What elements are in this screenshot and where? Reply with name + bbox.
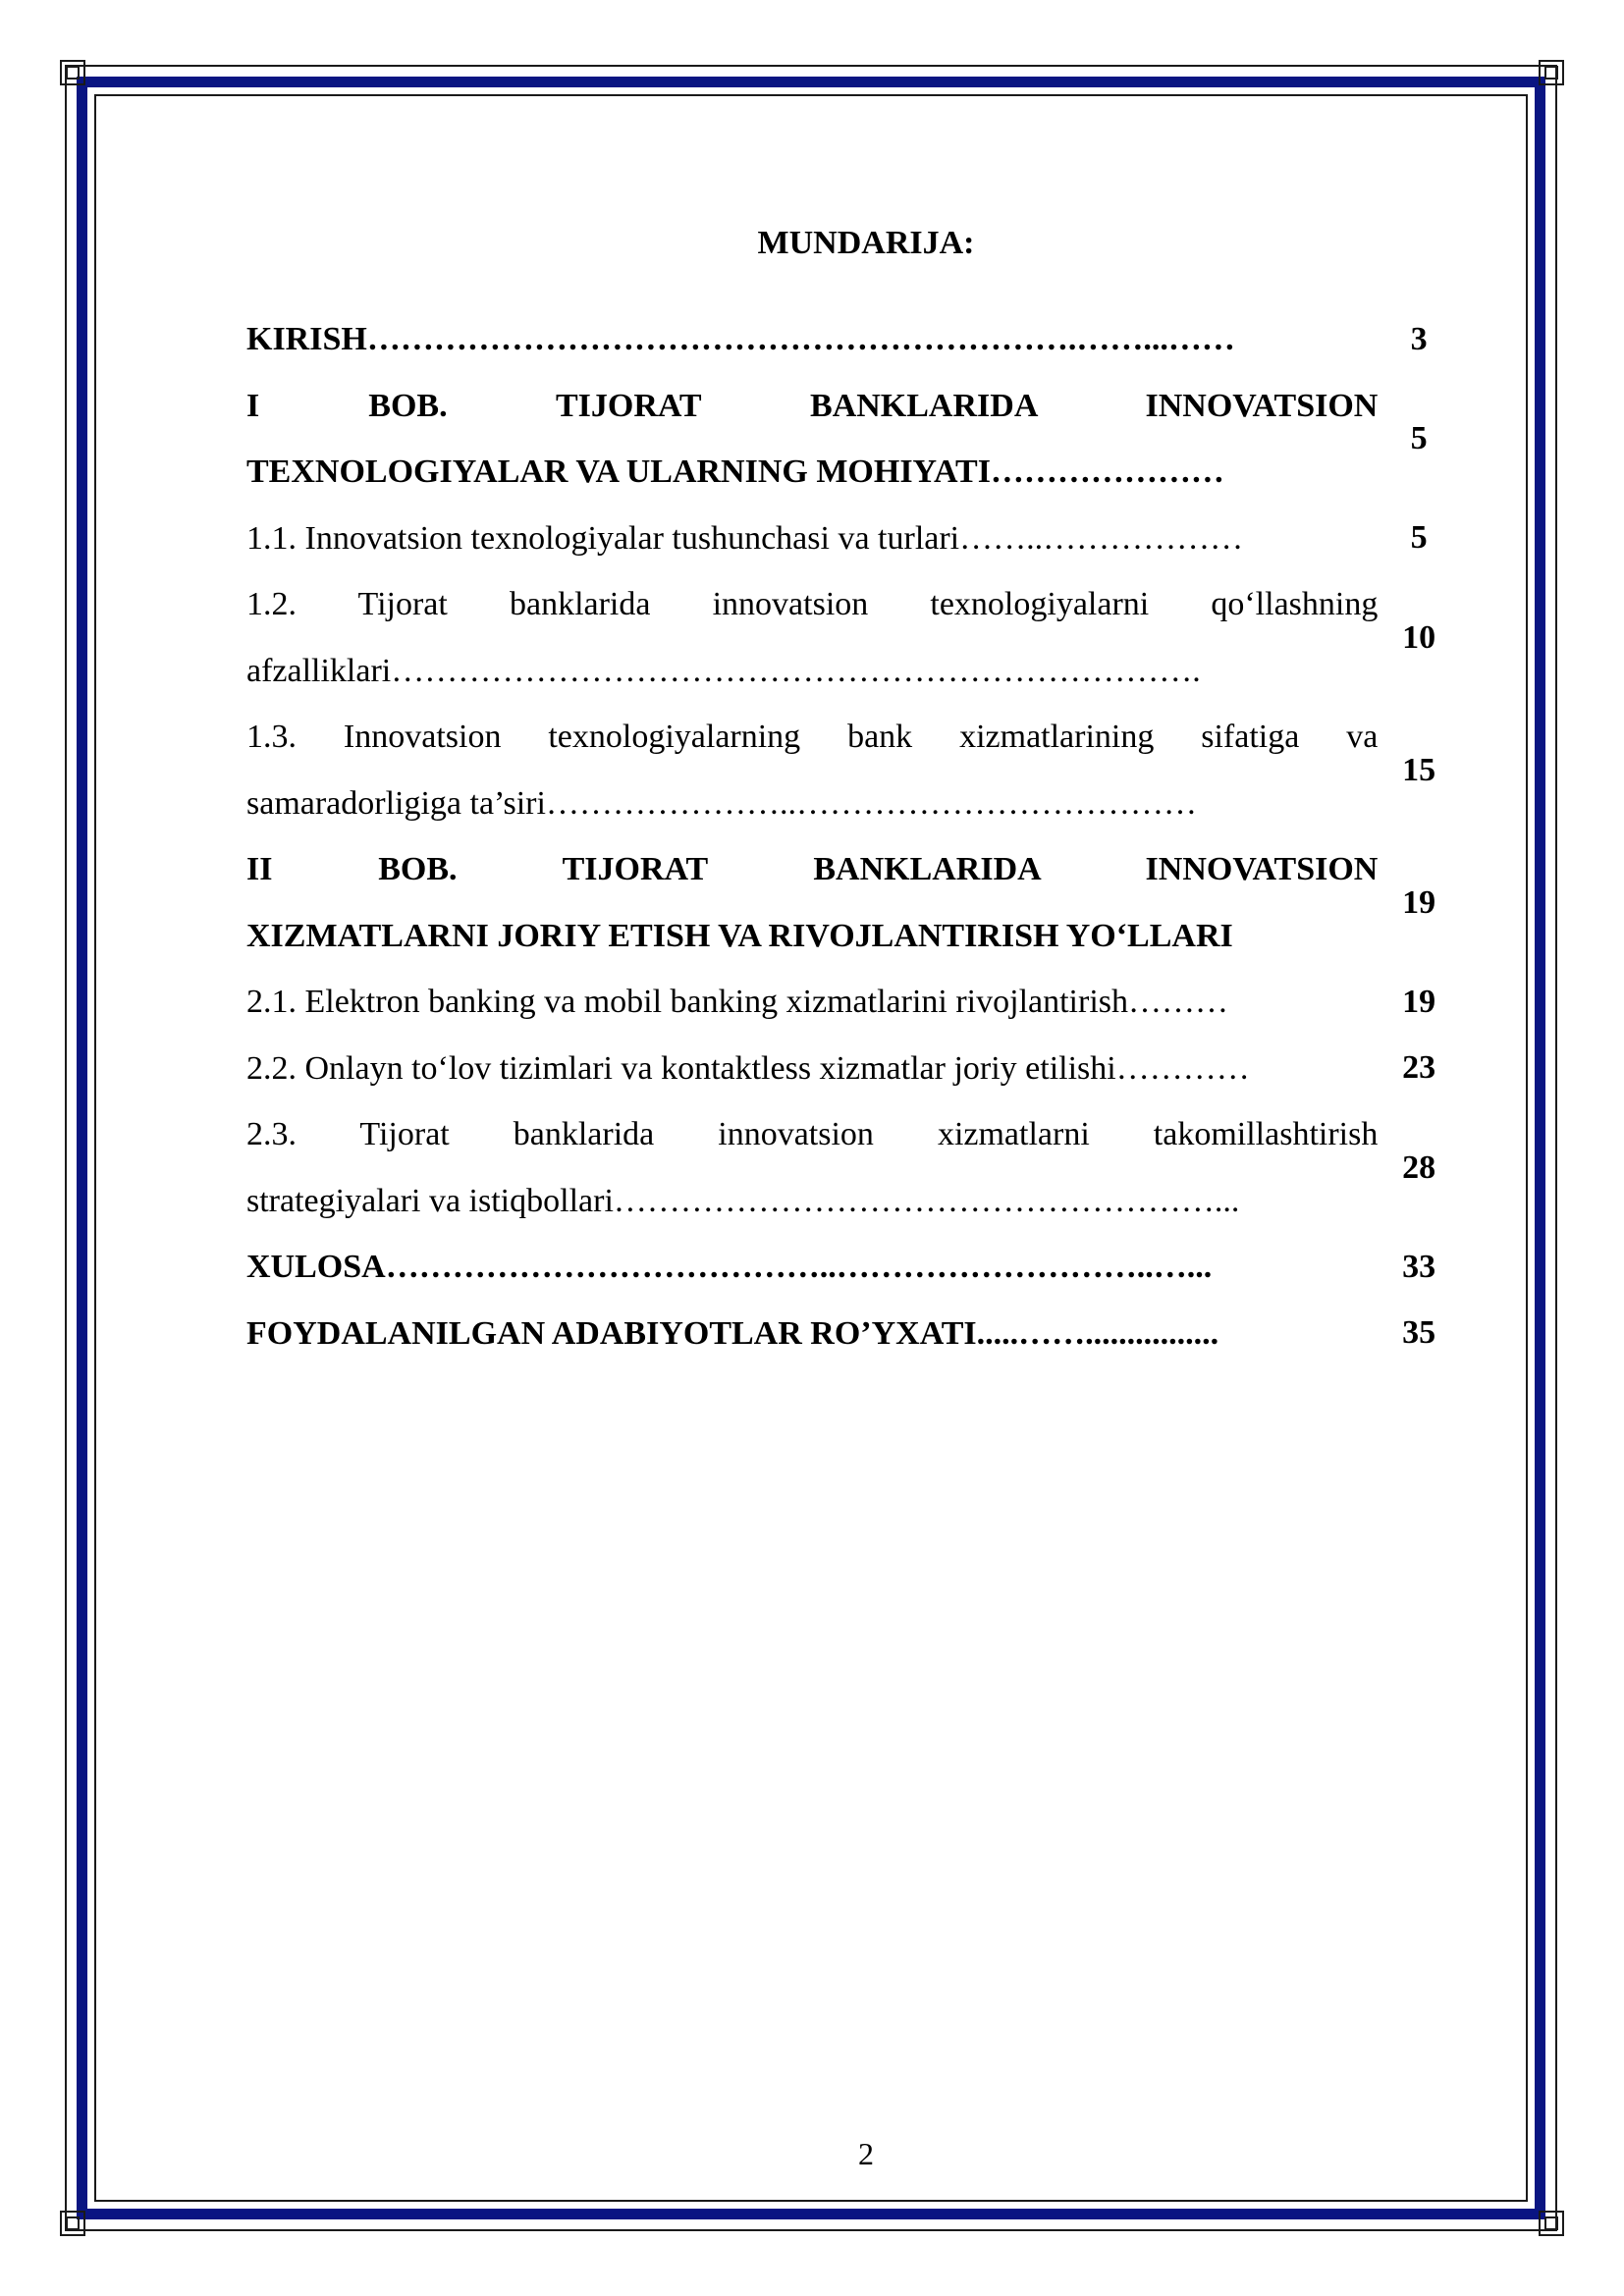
frame-corner-ornament-icon: [59, 59, 86, 86]
toc-entry[interactable]: [246, 1036, 1454, 1102]
toc-entry-line: 2.2. Onlayn to‘lov tizimlari va kontaktless xizmatlar joriy etilishi…………: [246, 1049, 1250, 1087]
toc-entry-line: 1.2. Tijorat banklarida innovatsion texnologiyalarni qo‘llashning: [246, 586, 1379, 622]
toc-entry-line: 2.1. Elektron banking va mobil banking xizmatlarini rivojlantirish………: [246, 984, 1228, 1020]
toc-entry-line: 2.3. Tijorat banklarida innovatsion xizmatlarni takomillashtirish: [246, 1116, 1379, 1152]
toc-entry-page-number: 5: [1410, 519, 1428, 557]
toc-entry-title: [246, 704, 1378, 836]
toc-entry-title: [246, 1101, 1378, 1234]
frame-corner-ornament-icon: [59, 2210, 86, 2237]
toc-entry-page-number: 15: [1402, 751, 1436, 788]
toc-entry-page-number: 5: [1410, 420, 1428, 456]
toc-entry-title: [246, 571, 1378, 704]
toc-entry-title: [246, 1234, 1378, 1301]
toc-entry[interactable]: [246, 1101, 1454, 1234]
toc-entry-line: 1.1. Innovatsion texnologiyalar tushunchasi va turlari……..………………: [246, 519, 1244, 557]
toc-entry-title: [246, 373, 1378, 506]
toc-entry-line: TEXNOLOGIYALAR VA ULARNING MOHIYATI…………………: [246, 454, 1224, 490]
toc-entry[interactable]: [246, 571, 1454, 704]
toc-entry-line: samaradorligiga ta’siri…………………..………………………………: [246, 784, 1197, 822]
toc-entry-line: XIZMATLARNI JORIY ETISH VA RIVOJLANTIRISH YO‘LLARI: [246, 917, 1233, 954]
toc-entry-line: afzalliklari……………………………………………………………….: [246, 652, 1201, 689]
toc-entry-line: II BOB. TIJORAT BANKLARIDA INNOVATSION: [246, 851, 1379, 887]
toc-entry-title: [246, 969, 1378, 1036]
toc-entry-page-number: 19: [1402, 983, 1436, 1020]
toc-entry-title: [246, 306, 1378, 373]
toc-entry-line: strategiyalari va istiqbollari………………………………………………...: [246, 1182, 1240, 1219]
frame-corner-ornament-icon: [1538, 59, 1565, 86]
toc-entry-page-number: 10: [1402, 618, 1436, 656]
toc-entry-title: [246, 1301, 1378, 1367]
toc-entry-line: XULOSA…………………………………..………………………..…...: [246, 1249, 1213, 1285]
toc-entry-line: KIRISH……………………………………………………….……...……: [246, 321, 1235, 357]
page-title: MUNDARIJA:: [757, 225, 975, 261]
table-of-contents: [246, 306, 1454, 1366]
toc-entry[interactable]: [246, 969, 1454, 1036]
frame-corner-ornament-icon: [1538, 2210, 1565, 2237]
toc-entry-page-number: 33: [1402, 1248, 1436, 1285]
toc-entry-page-number: 3: [1410, 320, 1428, 357]
toc-entry-title: [246, 1036, 1378, 1102]
toc-entry-page-number: 19: [1402, 883, 1436, 921]
toc-entry[interactable]: [246, 1301, 1454, 1367]
toc-entry[interactable]: [246, 306, 1454, 373]
toc-entry[interactable]: [246, 704, 1454, 836]
toc-entry[interactable]: [246, 506, 1454, 572]
toc-entry-line: 1.3. Innovatsion texnologiyalarning bank xizmatlarining sifatiga va: [246, 719, 1379, 755]
toc-entry-line: I BOB. TIJORAT BANKLARIDA INNOVATSION: [246, 387, 1379, 424]
toc-entry-title: [246, 506, 1378, 572]
toc-entry-line: FOYDALANILGAN ADABIYOTLAR RO’YXATI.....……................: [246, 1314, 1219, 1352]
toc-entry-page-number: 35: [1402, 1314, 1436, 1352]
toc-entry-title: [246, 836, 1378, 969]
page-number: 2: [858, 2136, 874, 2171]
toc-entry[interactable]: [246, 373, 1454, 506]
toc-entry-page-number: 28: [1402, 1148, 1436, 1186]
toc-entry[interactable]: [246, 836, 1454, 969]
toc-entry[interactable]: [246, 1234, 1454, 1301]
toc-entry-page-number: 23: [1402, 1049, 1436, 1087]
